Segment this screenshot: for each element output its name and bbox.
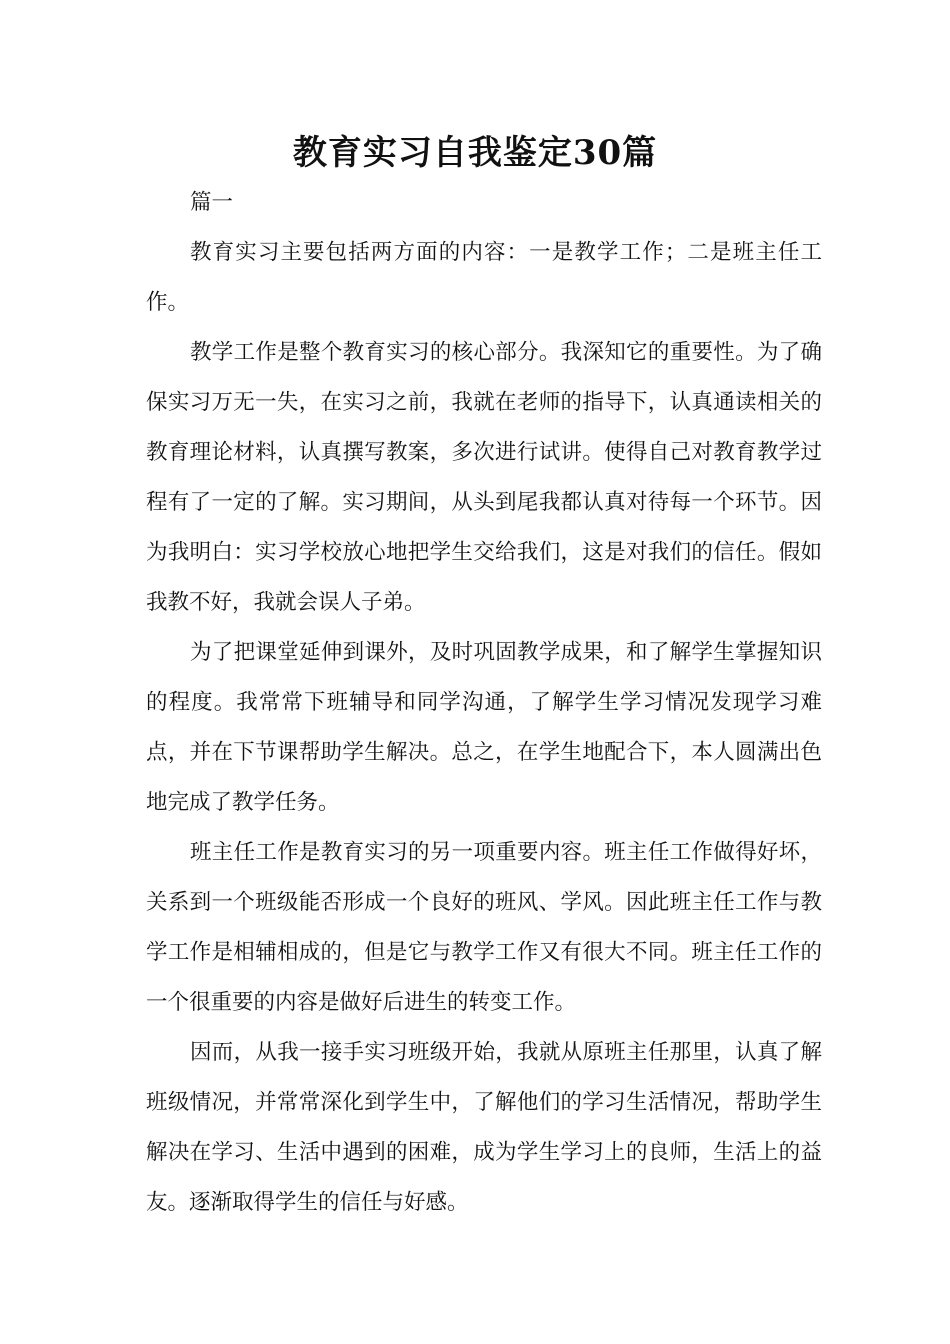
paragraph: 为了把课堂延伸到课外，及时巩固教学成果，和了解学生掌握知识的程度。我常常下班辅导和同学沟通，了解学生学习情况发现学习难点，并在下节课帮助学生解决。总之，在学生地配合下，本人圆满出色地完成了教学任务。 bbox=[146, 640, 822, 815]
document-title: 教育实习自我鉴定30篇 bbox=[292, 133, 658, 173]
paragraph: 因而，从我一接手实习班级开始，我就从原班主任那里，认真了解班级情况，并常常深化到学生中，了解他们的学习生活情况，帮助学生解决在学习、生活中遇到的困难，成为学生学习上的良师，生活上的益友。逐渐取得学生的信任与好感。 bbox=[146, 1040, 822, 1215]
paragraph: 教育实习主要包括两方面的内容：一是教学工作；二是班主任工作。 bbox=[146, 240, 822, 315]
section-label: 篇一 bbox=[190, 190, 234, 215]
document-body bbox=[146, 178, 822, 1228]
paragraph: 班主任工作是教育实习的另一项重要内容。班主任工作做得好坏，关系到一个班级能否形成一个良好的班风、学风。因此班主任工作与教学工作是相辅相成的，但是它与教学工作又有很大不同。班主任工作的一个很重要的内容是做好后进生的转变工作。 bbox=[146, 840, 822, 1015]
paragraph: 教学工作是整个教育实习的核心部分。我深知它的重要性。为了确保实习万无一失，在实习之前，我就在老师的指导下，认真通读相关的教育理论材料，认真撰写教案，多次进行试讲。使得自己对教育教学过程有了一定的了解。实习期间，从头到尾我都认真对待每一个环节。因为我明白：实习学校放心地把学生交给我们，这是对我们的信任。假如我教不好，我就会误人子弟。 bbox=[146, 340, 822, 615]
